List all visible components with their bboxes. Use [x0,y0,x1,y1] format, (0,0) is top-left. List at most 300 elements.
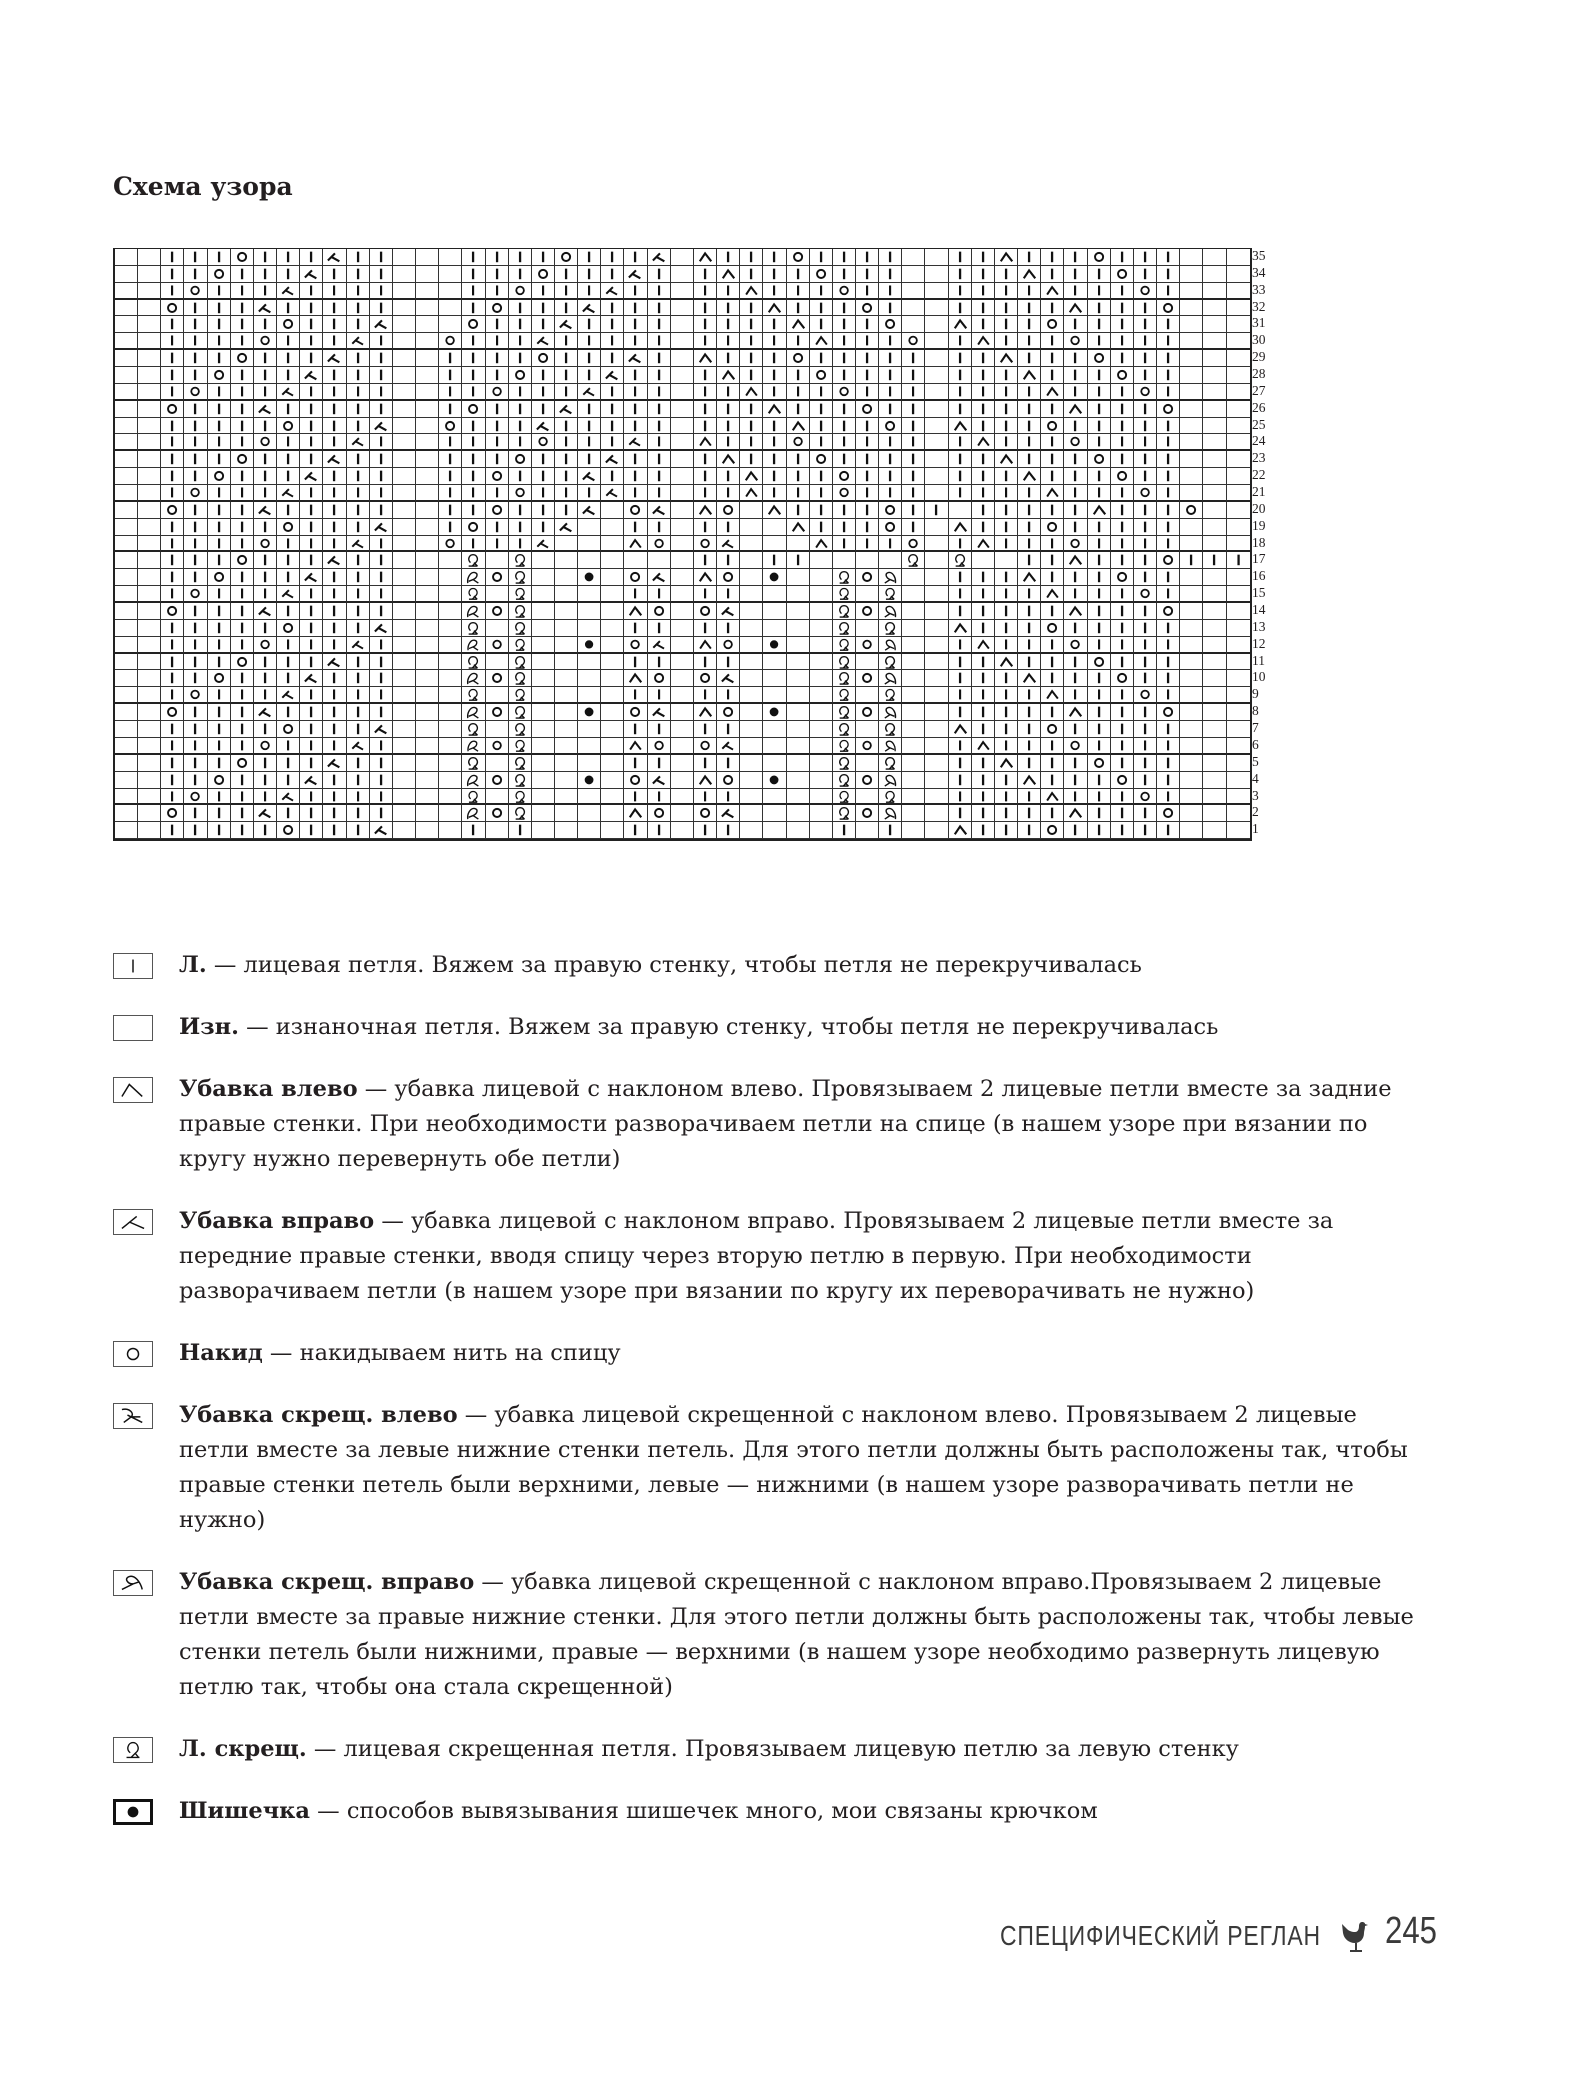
chart-cell [578,805,601,822]
knit-icon [300,451,322,467]
chart-cell [532,502,555,519]
chart-cell [787,434,810,451]
chart-cell [624,249,647,266]
knit-icon [949,401,971,417]
knit-icon [1203,552,1225,568]
chart-cell [462,822,485,839]
chart-cell [1203,704,1226,721]
chart-cell [1064,485,1087,502]
chart-cell [486,300,509,317]
knit-icon [995,822,1017,838]
chart-cell [393,502,416,519]
knit-icon [624,755,646,771]
chart-cell [740,772,763,789]
chart-cell [787,637,810,654]
chart-cell [902,704,925,721]
page-footer [1000,1910,1437,1952]
dec-right-icon [277,789,299,804]
chart-cell [184,586,207,603]
chart-cell [254,401,277,418]
knit-icon [370,670,392,686]
chart-cell [694,418,717,435]
knit-icon [601,401,623,417]
chart-cell [717,637,740,654]
knit-icon [1088,586,1110,601]
chart-cell [972,519,995,536]
knit-icon [555,502,577,518]
twisted-knit-icon [509,620,531,636]
chart-cell [601,536,624,553]
twisted-knit-icon [462,620,484,636]
dec-left-icon [995,249,1017,265]
purl-icon [113,1015,153,1041]
chart-cell [1227,333,1250,350]
chart-cell [949,485,972,502]
chart-cell [949,569,972,586]
bobble-icon [763,569,785,585]
chart-cell [902,670,925,687]
chart-cell [1018,687,1041,704]
yarn-over-icon [624,569,646,585]
twisted-knit-icon [833,586,855,601]
twisted-dec-left-icon [879,772,901,788]
knit-icon [578,367,600,383]
chart-cell [462,552,485,569]
chart-cell [833,434,856,451]
chart-cell [1203,738,1226,755]
chart-cell [1111,485,1134,502]
chart-cell [555,418,578,435]
chart-cell [833,637,856,654]
knit-icon [578,418,600,434]
chart-cell [439,316,462,333]
chart-cell [1041,468,1064,485]
chart-cell [532,468,555,485]
knit-icon [161,721,183,737]
knit-icon [624,822,646,838]
knit-icon [601,350,623,366]
chart-cell [231,367,254,384]
knit-icon [648,755,670,771]
chart-cell [555,586,578,603]
knit-icon [347,789,369,804]
chart-cell [370,637,393,654]
dec-right-icon [717,738,739,753]
chart-cell [509,670,532,687]
chart-cell [833,401,856,418]
chart-cell [277,670,300,687]
dec-right-icon [347,536,369,551]
chart-cell [1157,519,1180,536]
knit-icon [1064,586,1086,601]
chart-cell [694,721,717,738]
chart-cell [462,654,485,671]
chart-cell [115,772,138,789]
chart-cell [115,603,138,620]
chart-cell [740,586,763,603]
knit-icon [323,586,345,601]
chart-cell [555,333,578,350]
chart-cell [972,249,995,266]
chart-cell [208,384,231,401]
chart-cell [509,569,532,586]
row-number: 17 [1252,551,1266,567]
knit-icon [995,721,1017,737]
knit-icon [810,519,832,535]
knit-icon [717,283,739,298]
chart-cell [902,637,925,654]
chart-cell [486,350,509,367]
chart-cell [1203,283,1226,300]
knit-icon [995,300,1017,316]
chart-cell [208,789,231,806]
chart-cell [833,519,856,536]
chart-cell [161,755,184,772]
chart-cell [439,805,462,822]
chart-cell [1018,805,1041,822]
knit-icon [439,502,461,518]
chart-cell [277,384,300,401]
chart-cell [509,485,532,502]
chart-cell [323,586,346,603]
twisted-knit-icon [462,654,484,670]
chart-cell [370,266,393,283]
chart-cell [555,620,578,637]
dec-right-icon [717,670,739,686]
chart-cell [810,384,833,401]
knit-icon [1134,569,1156,585]
chart-cell [208,333,231,350]
chart-cell [833,266,856,283]
knit-icon [995,805,1017,821]
dec-right-icon [370,418,392,434]
chart-cell [208,552,231,569]
knit-icon [995,283,1017,298]
chart-cell [184,620,207,637]
chart-cell [717,283,740,300]
chart-cell [856,384,879,401]
dec-right-icon [648,772,670,788]
chart-cell [555,789,578,806]
chart-cell [671,789,694,806]
knit-icon [532,519,554,535]
chart-cell [1088,620,1111,637]
row-number: 13 [1252,618,1266,634]
chart-cell [1157,603,1180,620]
chart-cell [115,502,138,519]
chart-cell [578,384,601,401]
chart-grid [113,248,1252,841]
chart-cell [972,468,995,485]
knit-icon [1018,552,1040,568]
chart-cell [184,468,207,485]
chart-cell [671,569,694,586]
chart-cell [509,300,532,317]
chart-cell [694,670,717,687]
knit-icon [184,654,206,670]
chart-cell [416,418,439,435]
twisted-knit-icon [902,552,924,568]
chart-cell [462,451,485,468]
chart-cell [1064,552,1087,569]
chart-cell [1041,603,1064,620]
chart-cell [393,384,416,401]
knit-icon [717,721,739,737]
dec-right-icon [277,485,299,500]
knit-icon [277,670,299,686]
chart-cell [254,350,277,367]
yarn-over-icon [1134,586,1156,601]
knit-icon [161,367,183,383]
yarn-over-icon [1041,316,1063,332]
knit-icon [1134,266,1156,282]
chart-cell [717,485,740,502]
twisted-dec-right-icon [462,772,484,788]
knit-icon [1134,418,1156,434]
chart-cell [208,502,231,519]
chart-cell [740,637,763,654]
knit-icon [161,350,183,366]
chart-cell [393,536,416,553]
chart-cell [509,384,532,401]
knit-icon [1018,704,1040,720]
chart-cell [717,755,740,772]
chart-cell [833,552,856,569]
knit-icon [347,519,369,535]
chart-cell [856,586,879,603]
chart-cell [995,822,1018,839]
twisted-dec-left-icon [879,637,901,652]
knit-icon [555,384,577,399]
dec-right-icon [717,603,739,619]
knit-icon [949,283,971,298]
knit-icon [879,249,901,265]
knit-icon [486,367,508,383]
chart-cell [648,738,671,755]
chart-cell [833,384,856,401]
chart-cell [184,283,207,300]
knit-icon [184,401,206,417]
chart-cell [671,418,694,435]
chart-cell [231,586,254,603]
chart-cell [1203,755,1226,772]
knit-icon [949,569,971,585]
chart-cell [347,772,370,789]
yarn-over-icon [1134,687,1156,702]
chart-cell [1134,536,1157,553]
chart-cell [393,266,416,283]
chart-cell [1088,350,1111,367]
chart-cell [879,316,902,333]
knit-icon [1111,485,1133,500]
knit-icon [486,316,508,332]
chart-cell [578,772,601,789]
chart-cell [486,249,509,266]
knit-icon [624,384,646,399]
chart-cell [1157,283,1180,300]
knit-icon [1041,536,1063,551]
chart-cell [694,249,717,266]
chart-cell [161,350,184,367]
chart-cell [1111,569,1134,586]
chart-cell [1111,755,1134,772]
knit-icon [1064,772,1086,788]
knit-icon [902,384,924,399]
chart-cell [833,249,856,266]
chart-cell [740,704,763,721]
chart-cell [323,502,346,519]
twisted-dec-right-icon [462,603,484,619]
knit-icon [1088,603,1110,619]
knit-icon [532,451,554,467]
chart-cell [856,283,879,300]
knit-icon [648,283,670,298]
chart-cell [300,451,323,468]
chart-cell [393,772,416,789]
knit-icon [856,266,878,282]
chart-cell [949,367,972,384]
chart-cell [300,283,323,300]
twisted-knit-icon [833,670,855,686]
chart-cell [763,738,786,755]
knit-icon [1111,434,1133,449]
chart-cell [393,468,416,485]
knit-icon [1134,704,1156,720]
knit-icon [323,620,345,636]
twisted-knit-icon [509,805,531,821]
chart-cell [115,755,138,772]
knit-icon [208,502,230,518]
chart-cell [347,333,370,350]
knit-icon [787,502,809,518]
chart-cell [1111,586,1134,603]
chart-cell [671,384,694,401]
chart-cell [1157,789,1180,806]
chart-cell [555,536,578,553]
chart-cell [1227,300,1250,317]
chart-cell [601,586,624,603]
chart-cell [1157,704,1180,721]
chart-cell [856,519,879,536]
knit-icon [879,350,901,366]
chart-cell [856,670,879,687]
chart-cell [578,451,601,468]
chart-cell [671,519,694,536]
chart-cell [1111,738,1134,755]
chart-cell [856,316,879,333]
knit-icon [902,367,924,383]
knit-icon [624,519,646,535]
chart-cell [138,637,161,654]
chart-cell [925,519,948,536]
chart-cell [300,822,323,839]
chart-cell [439,266,462,283]
chart-cell [416,519,439,536]
chart-cell [254,300,277,317]
chart-cell [532,654,555,671]
chart-cell [949,721,972,738]
yarn-over-icon [486,805,508,821]
chart-cell [347,300,370,317]
knit-icon [1157,451,1179,467]
chart-cell [370,316,393,333]
yarn-over-icon [161,603,183,619]
chart-cell [323,637,346,654]
chart-cell [624,569,647,586]
knit-icon [1157,502,1179,518]
legend-description: — лицевая петля. Вяжем за правую стенку, чтобы петля не перекручивалась [206,952,1142,978]
chart-cell [532,822,555,839]
legend-description: — убавка лицевой скрещенной с наклоном вправо.Провязываем 2 лицевые петли вместе за правые нижние стенки. Для этого петли должны быть расположены так, чтобы левые стенки петель были нижними, правые — верхними (в нашем узоре необходимо развернуть лицевую петлю так, чтобы она стала скрещенной) [179,1569,1414,1700]
chart-cell [648,536,671,553]
chart-cell [949,283,972,300]
chart-cell [138,333,161,350]
chart-cell [763,333,786,350]
knit-icon [184,502,206,518]
chart-cell [601,822,624,839]
knit-icon [833,401,855,417]
chart-cell [694,687,717,704]
chart-cell [1041,772,1064,789]
knit-icon [879,300,901,316]
chart-cell [648,266,671,283]
chart-cell [277,772,300,789]
chart-cell [231,620,254,637]
yarn-over-icon [113,1341,153,1367]
chart-cell [1018,316,1041,333]
knit-icon [1157,637,1179,652]
chart-cell [1088,300,1111,317]
knit-icon [648,434,670,449]
chart-cell [648,586,671,603]
chart-cell [1203,434,1226,451]
knit-icon [300,721,322,737]
chart-cell [462,266,485,283]
row-number: 5 [1252,753,1259,769]
chart-cell [254,620,277,637]
knit-icon [347,755,369,771]
chart-cell [393,300,416,317]
chart-cell [879,772,902,789]
knit-icon [648,418,670,434]
chart-cell [462,249,485,266]
chart-cell [1157,316,1180,333]
knit-icon [833,451,855,467]
chart-cell [879,300,902,317]
yarn-over-icon [648,603,670,619]
chart-cell [462,502,485,519]
knit-icon [648,350,670,366]
knit-icon [462,367,484,383]
chart-cell [601,333,624,350]
yarn-over-icon [1064,637,1086,652]
knit-icon [1088,620,1110,636]
chart-cell [879,687,902,704]
knit-icon [949,451,971,467]
row-numbers [1252,248,1266,838]
yarn-over-icon [1111,367,1133,383]
knit-icon [300,249,322,265]
legend-description: — убавка лицевой с наклоном влево. Провязываем 2 лицевые петли вместе за задние правые стенки. При необходимости разворачиваем петли на спице (в нашем узоре при вязании по кругу нужно перевернуть обе петли) [179,1076,1392,1172]
chart-cell [184,637,207,654]
knit-icon [1157,519,1179,535]
knit-icon [509,418,531,434]
chart-cell [509,333,532,350]
chart-cell [763,434,786,451]
chart-cell [995,350,1018,367]
knit-icon [300,822,322,838]
knit-icon [439,401,461,417]
